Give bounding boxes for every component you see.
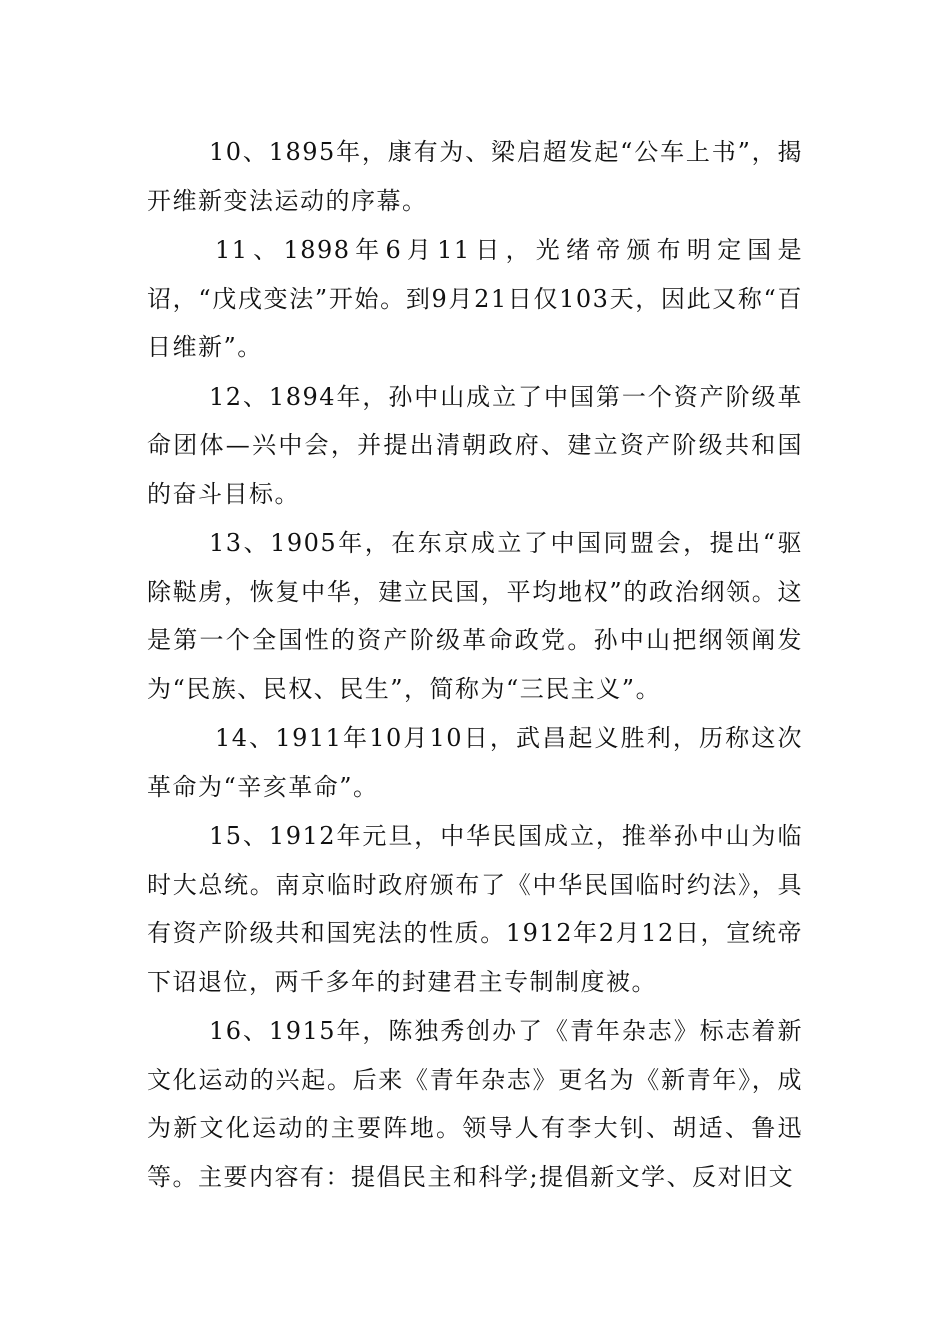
paragraph-11: 11、1898年6月11日，光绪帝颁布明定国是诏，“戊戌变法”开始。到9月21日仅103天，因此又称“百日维新”。	[147, 236, 803, 361]
paragraph-13: 13、1905年，在东京成立了中国同盟会，提出“驱除鞑虏，恢复中华，建立民国，平均地权”的政治纲领。这是第一个全国性的资产阶级革命政党。孙中山把纲领阐发为“民族、民权、民生”，简称为“三民主义”。	[147, 529, 803, 703]
paragraph-12: 12、1894年，孙中山成立了中国第一个资产阶级革命团体—兴中会，并提出清朝政府、建立资产阶级共和国的奋斗目标。	[147, 382, 803, 508]
document-body	[147, 128, 803, 1202]
paragraph-14: 14、1911年10月10日，武昌起义胜利，历称这次革命为“辛亥革命”。	[147, 724, 803, 801]
paragraph-15: 15、1912年元旦，中华民国成立，推举孙中山为临时大总统。南京临时政府颁布了《中华民国临时约法》，具有资产阶级共和国宪法的性质。1912年2月12日，宣统帝下诏退位，两千多年的封建君主专制制度被。	[147, 822, 803, 996]
paragraph-16: 16、1915年，陈独秀创办了《青年杂志》标志着新文化运动的兴起。后来《青年杂志》更名为《新青年》，成为新文化运动的主要阵地。领导人有李大钊、胡适、鲁迅等。主要内容有：提倡民主和科学;提倡新文学、反对旧文	[147, 1017, 803, 1191]
paragraph-10: 10、1895年，康有为、梁启超发起“公车上书”，揭开维新变法运动的序幕。	[147, 138, 803, 215]
